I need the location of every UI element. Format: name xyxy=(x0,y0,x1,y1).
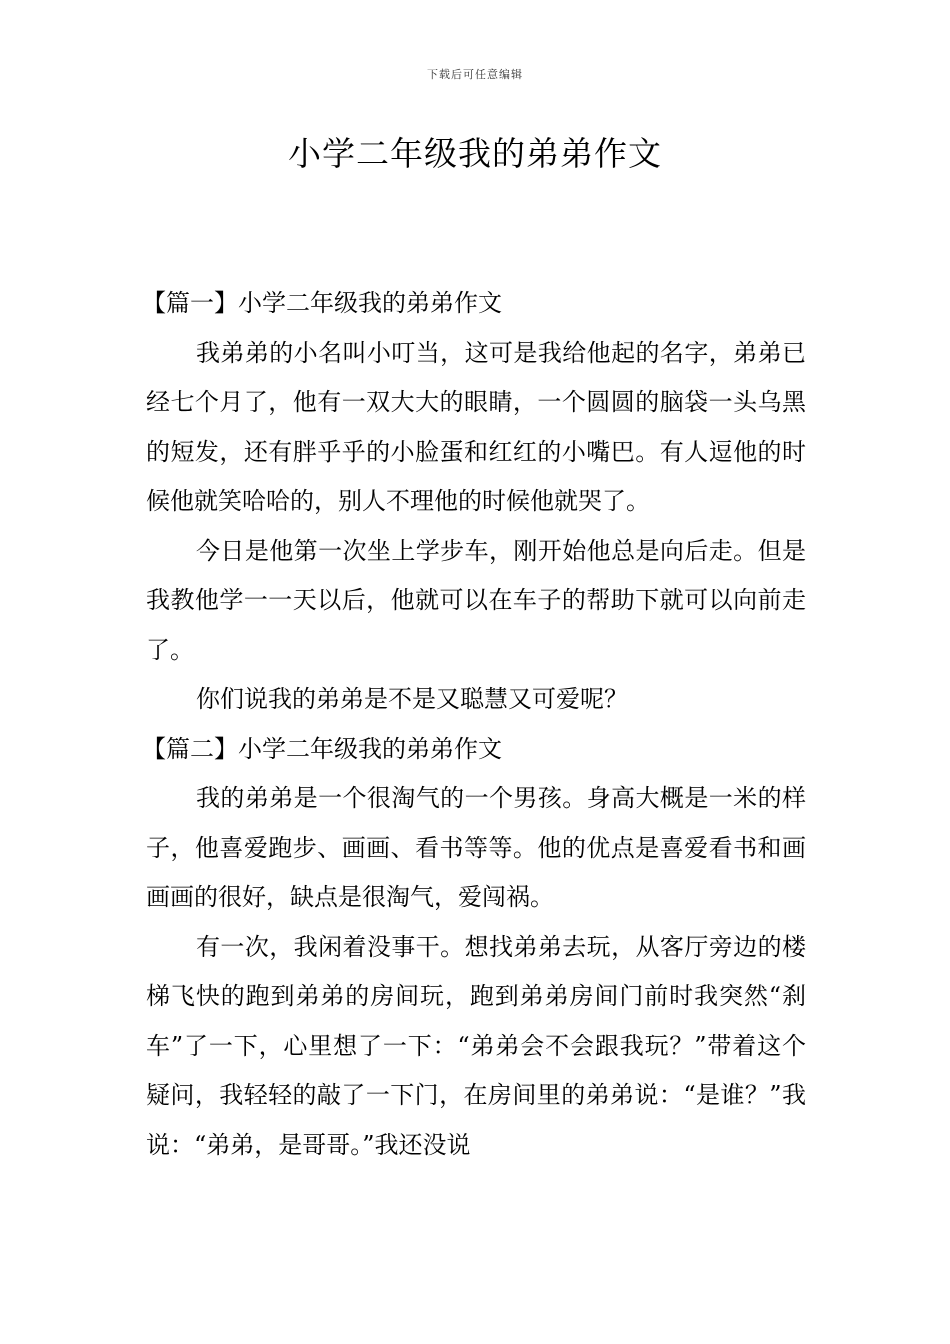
paragraph: 我弟弟的小名叫小叮当，这可是我给他起的名字，弟弟已经七个月了，他有一双大大的眼睛，一个圆圆的脑袋一头乌黑的短发，还有胖乎乎的小脸蛋和红红的小嘴巴。有人逗他的时候他就笑哈哈的，别人不理他的时候他就哭了。 xyxy=(146,338,806,515)
section-heading-1: 【篇一】小学二年级我的弟弟作文 xyxy=(142,289,502,317)
paragraph: 你们说我的弟弟是不是又聪慧又可爱呢？ xyxy=(196,685,628,713)
paragraph: 今日是他第一次坐上学步车，刚开始他总是向后走。但是我教他学一一天以后，他就可以在车子的帮助下就可以向前走了。 xyxy=(146,536,806,664)
paragraph: 有一次，我闲着没事干。想找弟弟去玩，从客厅旁边的楼梯飞快的跑到弟弟的房间玩，跑到弟弟房间门前时我突然“刹车”了一下，心里想了一下：“弟弟会不会跟我玩？”带着这个疑问，我轻轻的敲了一下门，在房间里的弟弟说：“是谁？”我说：“弟弟，是哥哥。”我还没说 xyxy=(146,932,806,1159)
header-note: 下载后可任意编辑 xyxy=(427,68,523,81)
paragraph: 我的弟弟是一个很淘气的一个男孩。身高大概是一米的样子，他喜爱跑步、画画、看书等等。他的优点是喜爱看书和画画画的很好，缺点是很淘气，爱闯祸。 xyxy=(146,784,806,911)
page-title: 小学二年级我的弟弟作文 xyxy=(288,134,662,173)
article-body xyxy=(142,279,806,1170)
section-heading-2: 【篇二】小学二年级我的弟弟作文 xyxy=(142,734,502,763)
